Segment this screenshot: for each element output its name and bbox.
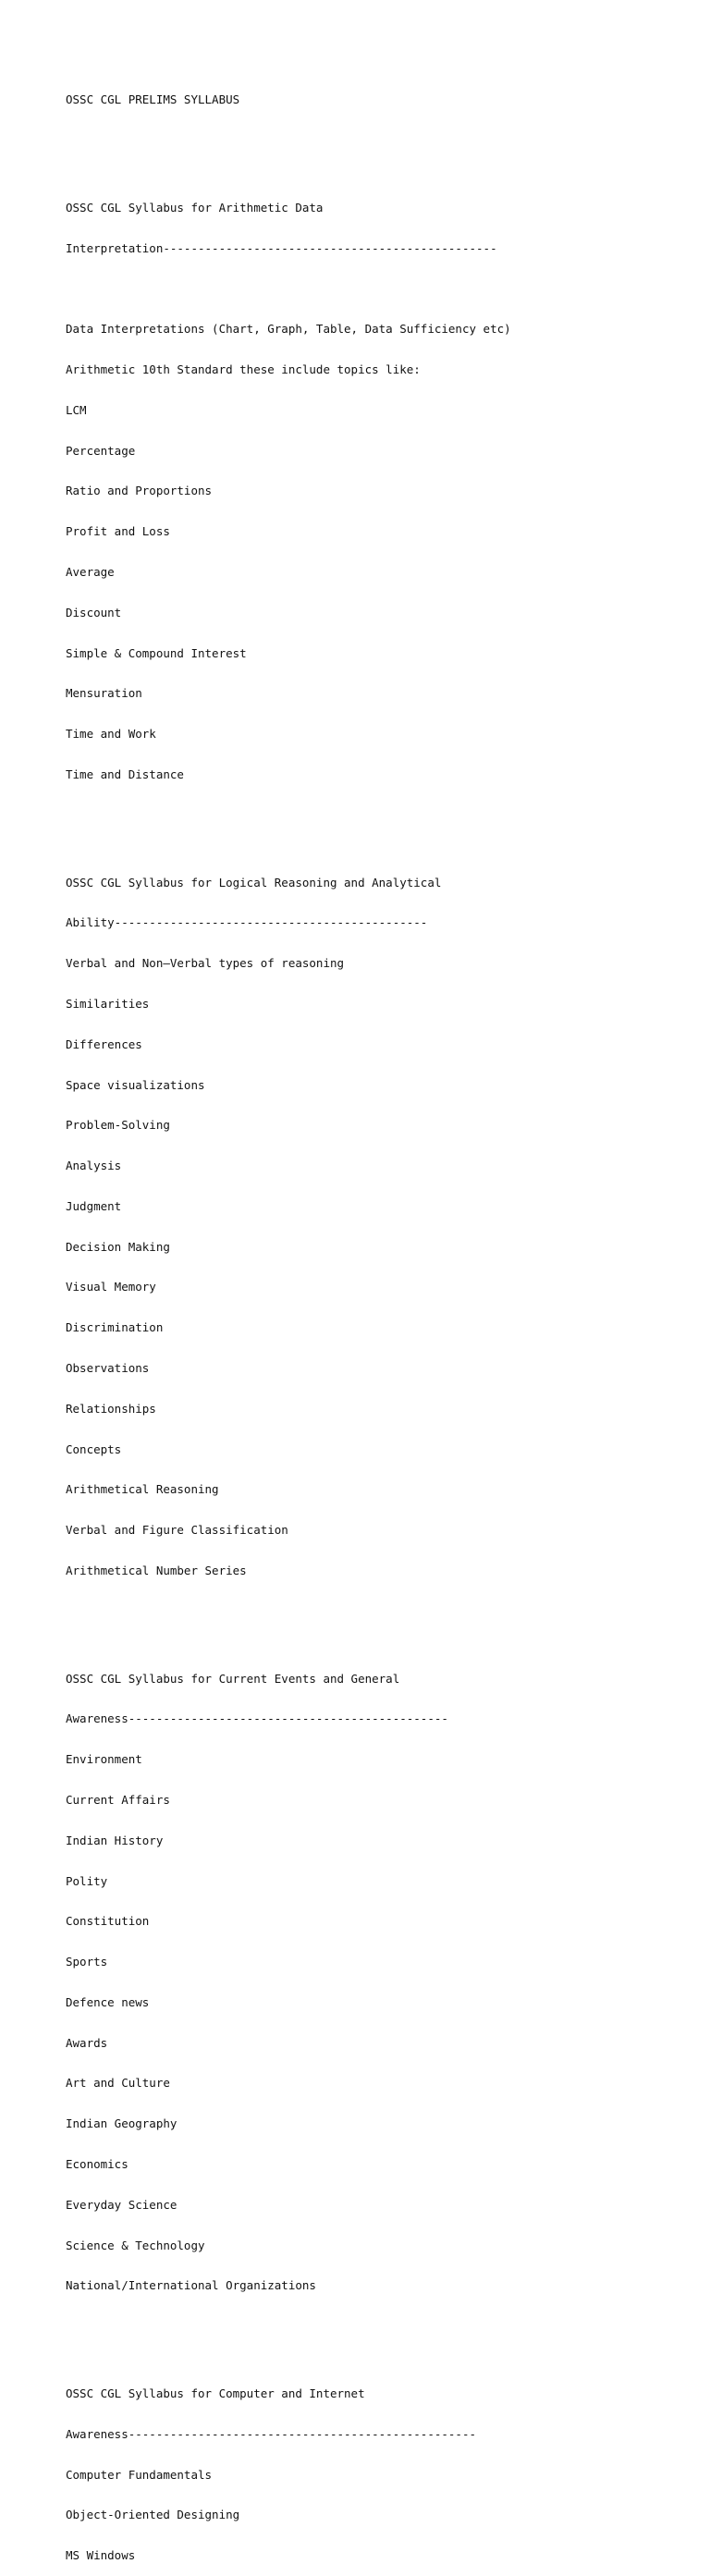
list-item: Arithmetical Reasoning — [66, 1482, 219, 1497]
section-heading: OSSC CGL Syllabus for Arithmetic Data — [66, 200, 324, 215]
list-item: Environment — [66, 1752, 142, 1767]
list-item: Judgment — [66, 1198, 122, 1213]
list-item: Time and Work — [66, 727, 156, 742]
list-item: Differences — [66, 1037, 142, 1051]
list-item: Constitution — [66, 1914, 150, 1929]
list-item: Data Interpretations (Chart, Graph, Table, Data Sufficiency etc) — [66, 322, 511, 337]
list-item: Polity — [66, 1873, 108, 1888]
list-item: Defence news — [66, 1994, 150, 2009]
section-heading: OSSC CGL Syllabus for Current Events and General — [66, 1671, 400, 1686]
list-item: Computer Fundamentals — [66, 2467, 213, 2482]
section-heading-rule: Interpretation------------------------------------------------ — [66, 240, 497, 255]
blank-line — [66, 809, 694, 823]
list-item: Mensuration — [66, 686, 142, 701]
list-item: Discount — [66, 605, 122, 619]
list-item: Concepts — [66, 1441, 122, 1456]
list-item: Indian History — [66, 1833, 164, 1847]
list-item: Current Affairs — [66, 1793, 170, 1807]
list-item: Indian Geography — [66, 2116, 178, 2131]
list-item: Verbal and Non–Verbal types of reasoning — [66, 956, 345, 971]
list-item: Arithmetical Number Series — [66, 1563, 247, 1577]
list-item: Decision Making — [66, 1239, 170, 1254]
section-heading: OSSC CGL Syllabus for Logical Reasoning and Analytical — [66, 875, 442, 889]
list-item: Visual Memory — [66, 1280, 156, 1294]
list-item: Percentage — [66, 443, 136, 458]
section-heading-rule: Ability--------------------------------------------- — [66, 915, 428, 930]
list-item: Time and Distance — [66, 767, 184, 781]
section-heading-rule: Awareness-------------------------------------------------- — [66, 2426, 477, 2441]
list-item: Relationships — [66, 1401, 156, 1416]
list-item: Verbal and Figure Classification — [66, 1523, 288, 1538]
list-item: Space visualizations — [66, 1077, 205, 1092]
list-item: Ratio and Proportions — [66, 484, 213, 498]
list-item: Everyday Science — [66, 2197, 178, 2212]
list-item: Economics — [66, 2157, 129, 2172]
section-heading: OSSC CGL Syllabus for Computer and Internet — [66, 2386, 365, 2401]
list-item: Analysis — [66, 1159, 122, 1173]
document-title: OSSC CGL PRELIMS SYLLABUS — [66, 92, 240, 107]
blank-line — [66, 2320, 694, 2334]
blank-line — [66, 283, 694, 297]
list-item: Average — [66, 564, 115, 579]
list-item: Similarities — [66, 996, 150, 1011]
blank-line — [66, 134, 694, 148]
list-item: Object-Oriented Designing — [66, 2508, 240, 2522]
list-item: Observations — [66, 1361, 150, 1375]
list-item: Simple & Compound Interest — [66, 645, 247, 660]
list-item: Profit and Loss — [66, 524, 170, 539]
list-item: LCM — [66, 402, 87, 417]
list-item: Science & Technology — [66, 2238, 205, 2252]
list-item: Arithmetic 10th Standard these include topics like: — [66, 362, 421, 377]
blank-line — [66, 1605, 694, 1619]
list-item: Sports — [66, 1955, 108, 1969]
list-item: MS Windows — [66, 2548, 136, 2563]
list-item: Discrimination — [66, 1320, 164, 1335]
list-item: Art and Culture — [66, 2076, 170, 2091]
section-heading-rule: Awareness---------------------------------------------- — [66, 1711, 448, 1726]
list-item: Awards — [66, 2035, 108, 2050]
list-item: National/International Organizations — [66, 2278, 316, 2293]
list-item: Problem-Solving — [66, 1118, 170, 1133]
document-page — [66, 67, 694, 2576]
